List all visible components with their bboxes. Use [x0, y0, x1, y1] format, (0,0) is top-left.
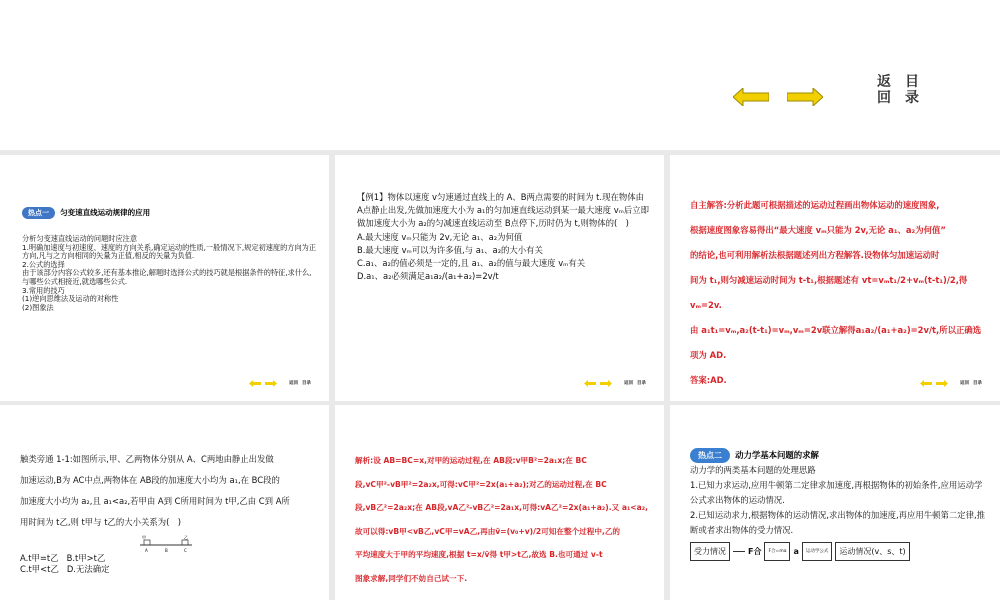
slide-3: [670, 155, 1000, 401]
slide6-badge: 热点二: [690, 448, 730, 463]
slide1-line: 分析匀变速直线运动的问题时应注意: [22, 234, 138, 243]
slide-4: [0, 405, 329, 600]
figure-label-a: A: [145, 548, 148, 553]
slide1-line: 2.公式的选择: [22, 259, 65, 269]
mini-toc-link[interactable]: 目录: [973, 381, 982, 386]
figure-label-b: B: [165, 548, 168, 553]
back-link[interactable]: 返回: [877, 74, 891, 106]
slide-1: [0, 155, 329, 401]
slide2-option-d: D.a₁、a₂必须满足a₁a₂/(a₁+a₂)=2v/t: [357, 271, 499, 282]
slide1-title: 匀变速直线运动规律的应用: [60, 208, 151, 217]
flow-motion: 运动情况(v、s、t): [835, 542, 909, 561]
mini-prev-arrow-icon[interactable]: [584, 380, 596, 387]
slide5-line: 平均速度大于甲的平均速度,根据 t=x/v̄得 t甲>t乙,故选 B.也可通过 v-t: [355, 550, 603, 559]
slide1-line: (1)逆向思维法及运动的对称性: [22, 294, 119, 304]
slide6-line: 1.已知力求运动,应用牛顿第二定律求加速度,再根据物体的初始条件,应用运动学公式求出物体的运动情况.: [690, 480, 983, 505]
slide4-option-a: A.t甲=t乙: [20, 553, 59, 563]
slide3-label: 自主解答:: [690, 200, 727, 210]
mini-back-link[interactable]: 返回: [289, 381, 298, 386]
flow-kinematics: 运动学公式: [802, 542, 833, 561]
slide4-option-row: [20, 564, 220, 575]
mini-back-link[interactable]: 返回: [624, 381, 633, 386]
flow-newton: F合=ma: [764, 542, 790, 561]
slide6-line: 2.已知运动求力,根据物体的运动情况,求出物体的加速度,再应用牛顿第二定律,推断或者求出物体的受力情况.: [690, 510, 986, 535]
slide4-line: 加速运动,B为 AC中点,两物体在 AB段的加速度大小均为 a₁,在 BC段的: [20, 475, 280, 485]
slide3-body: [690, 193, 988, 393]
slide6-heading: [690, 443, 819, 463]
slide3-line: 根据速度图象容易得出“最大速度 vₘ只能为 2v,无论 a₁、a₂为何值”: [690, 225, 946, 235]
slide5-line: 图象求解,同学们不妨自己试一下.: [355, 573, 468, 583]
slide1-line: 3.常用的技巧: [22, 285, 65, 295]
slide2-option-b: B.最大速度 vₘ可以为许多值,与 a₁、a₂的大小有关: [357, 244, 543, 255]
slide4-option-row: [20, 553, 220, 564]
slide2-body: [357, 191, 652, 283]
slide3-line: 由 a₁t₁=vₘ,a₂(t-t₁)=vₘ,vₘ=2v联立解得a₁a₂/(a₁+a₂)=2v/t,所以正确选项为 AD.: [690, 325, 982, 360]
slide-6: [670, 405, 1000, 600]
slide3-line: [690, 193, 988, 218]
slide4-figure: [140, 535, 192, 555]
toc-link[interactable]: 目录: [905, 74, 919, 106]
mini-toc-link[interactable]: 目录: [637, 381, 646, 386]
slide4-line: 用时间为 t乙,则 t甲与 t乙的大小关系为( ): [20, 517, 182, 527]
slide4-option-b: B.t甲>t乙: [66, 553, 106, 563]
mini-prev-arrow-icon[interactable]: [920, 380, 932, 387]
header-area: [0, 0, 1000, 150]
slide6-title: 动力学基本问题的求解: [735, 450, 819, 460]
slide5-line: 段,vB乙²=2a₂x;在 AB段,vA乙²-vB乙²=2a₁x,可得:vA乙²=2x(a₁+a₂).又 a₁<a₂,: [355, 503, 648, 512]
slide4-line: 触类旁通 1-1:如图所示,甲、乙两物体分别从 A、C两地由静止出发做: [20, 454, 274, 464]
slide5-line: 故可以得:vB甲<vB乙,vC甲=vA乙,再由v̄=(v₀+v)/2可知在整个过程中,乙的: [355, 526, 621, 536]
mini-toc-link[interactable]: 目录: [302, 381, 311, 386]
mini-back-link[interactable]: 返回: [960, 381, 969, 386]
slide1-line: 1.明确加速度与初速度、速度的方向关系,确定运动的性质,一般情况下,规定初速度的方向为正方向,凡与之方向相同的矢量为正值,相反的矢量为负值.: [22, 242, 317, 261]
slide1-line: 由于该部分内容公式较多,还有基本推论,解题时选择公式的技巧就是根据条件的特征,求什么,与哪些公式相接近,就选哪些公式.: [22, 268, 312, 286]
figure-label-c: C: [184, 548, 187, 553]
flow-net-force: F合: [748, 547, 762, 556]
slide6-body: [690, 463, 990, 561]
mini-prev-arrow-icon[interactable]: [249, 380, 261, 387]
slide5-line: 段,vC甲²-vB甲²=2a₂x,可得:vC甲²=2x(a₁+a₂);对乙的运动过程,在 BC: [355, 479, 607, 489]
slide3-line: 的结论,也可利用解析法根据题述列出方程解答.设物体匀加速运动时: [690, 250, 940, 260]
slide2-option-c: C.a₁、a₂的值必须是一定的,且 a₁、a₂的值与最大速度 vₘ有关: [357, 258, 586, 269]
slide6-line: 动力学的两类基本问题的处理思路: [690, 465, 816, 475]
slide3-answer: 答案:AD.: [690, 375, 727, 385]
mini-next-arrow-icon[interactable]: [265, 380, 277, 387]
slide-5: [335, 405, 664, 600]
next-arrow-icon[interactable]: [787, 88, 823, 106]
figure-label-yi: 乙: [184, 535, 188, 540]
mini-next-arrow-icon[interactable]: [936, 380, 948, 387]
body-yi: [182, 540, 188, 545]
slide2-option-a: A.最大速度 vₘ只能为 2v,无论 a₁、a₂为何值: [357, 231, 523, 242]
slide4-option-c: C.t甲<t乙: [20, 564, 59, 574]
slide1-heading: [22, 200, 150, 219]
flow-force: 受力情况: [690, 542, 730, 561]
slide4-body: [20, 449, 320, 533]
body-jia: [144, 540, 150, 545]
slide2-question: 【例1】物体以速度 v匀速通过直线上的 A、B两点需要的时间为 t.现在物体由 A点静止出发,先做加速度大小为 a₁的匀加速直线运动到某一最大速度 vₘ后立即做加速度大小为 a₂的匀减速直线运动至 B点停下,历时仍为 t,则物体的( ): [357, 192, 650, 229]
mini-next-arrow-icon[interactable]: [600, 380, 612, 387]
slide3-mini-nav: [920, 380, 982, 387]
slide4-line: 加速度大小均为 a₂,且 a₁<a₂,若甲由 A到 C所用时间为 t甲,乙由 C到 A所: [20, 496, 290, 506]
slide4-options: [20, 553, 220, 575]
slide6-flow: [690, 542, 990, 561]
slide1-body: [22, 235, 317, 312]
slide1-mini-nav: [249, 380, 311, 387]
slide1-badge: 热点一: [22, 207, 55, 219]
slide4-option-d: D.无法确定: [66, 564, 110, 574]
slide5-body: [355, 449, 653, 590]
prev-arrow-icon[interactable]: [733, 88, 769, 106]
flow-accel: a: [793, 547, 799, 556]
slide3-line-text: 分析此题可根据描述的运动过程画出物体运动的速度图象,: [726, 200, 940, 210]
flow-connector: [733, 551, 745, 552]
figure-label-jia: 甲: [142, 535, 146, 540]
slide1-line: (2)图象法: [22, 302, 54, 312]
slide-2: [335, 155, 664, 401]
slide5-line: 解析:设 AB=BC=x,对甲的运动过程,在 AB段:v甲B²=2a₁x;在 BC: [355, 456, 587, 465]
slide2-mini-nav: [584, 380, 646, 387]
slide3-line: 间为 t₁,则匀减速运动时间为 t-t₁,根据题述有 vt=vₘt₁/2+vₘ(t-t₁)/2,得 vₘ=2v.: [690, 275, 968, 310]
